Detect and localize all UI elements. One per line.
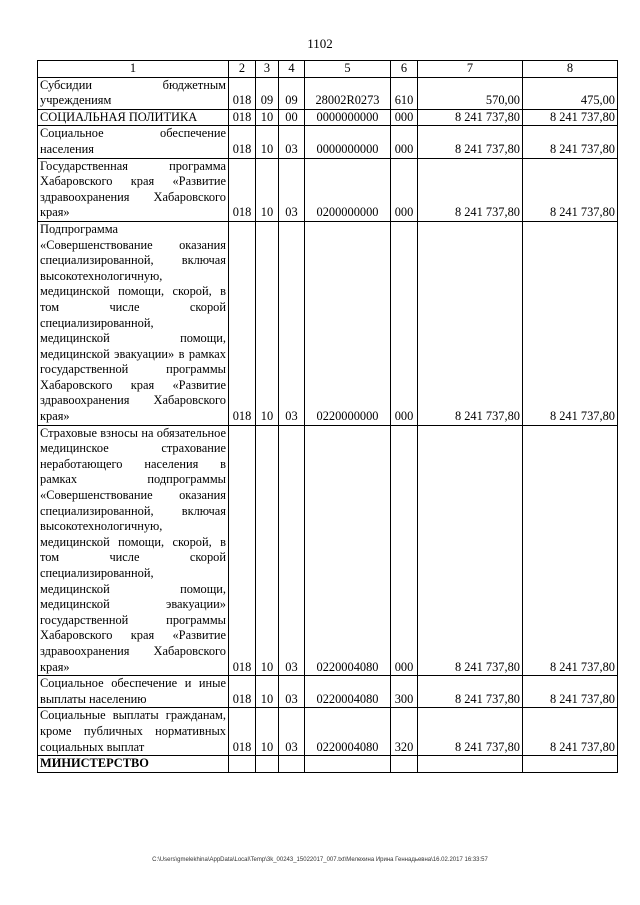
row-code-5: 0220004080 (305, 676, 391, 708)
row-code-6: 000 (391, 425, 418, 676)
row-code-5 (305, 756, 391, 773)
row-amount-7: 8 241 737,80 (418, 425, 523, 676)
row-code-2: 018 (229, 158, 256, 221)
row-name: Государственная программа Хабаровского края «Развитие здравоохранения Хабаровского края» (38, 158, 229, 221)
row-name: Страховые взносы на обязательное медицинское страхование неработающего населения в рамках подпрограммы «Совершенствование оказания специализированной, включая высокотехнологичную, медицинской помощи, скорой, в том числе скорой специализированной, медицинской помощи, медицинской эвакуации» государственной программы Хабаровского края «Развитие здравоохранения Хабаровского края» (38, 425, 229, 676)
row-code-3 (256, 756, 279, 773)
row-amount-8: 475,00 (523, 77, 618, 109)
row-name: СОЦИАЛЬНАЯ ПОЛИТИКА (38, 109, 229, 126)
column-header-5: 5 (305, 61, 391, 78)
row-name: МИНИСТЕРСТВО (38, 756, 229, 773)
column-header-7: 7 (418, 61, 523, 78)
row-code-3: 10 (256, 109, 279, 126)
row-amount-7: 8 241 737,80 (418, 109, 523, 126)
row-amount-7 (418, 756, 523, 773)
row-code-4 (279, 756, 305, 773)
row-code-3: 10 (256, 158, 279, 221)
row-amount-8: 8 241 737,80 (523, 708, 618, 756)
budget-table (37, 60, 618, 773)
row-code-2: 018 (229, 77, 256, 109)
row-code-4: 00 (279, 109, 305, 126)
row-code-5: 28002R0273 (305, 77, 391, 109)
table-row (38, 221, 618, 425)
row-amount-8: 8 241 737,80 (523, 109, 618, 126)
column-header-row (38, 61, 618, 78)
column-header-6: 6 (391, 61, 418, 78)
row-code-6: 000 (391, 158, 418, 221)
row-code-3: 09 (256, 77, 279, 109)
row-code-3: 10 (256, 425, 279, 676)
page-number: 1102 (307, 36, 333, 51)
row-code-4: 03 (279, 221, 305, 425)
table-row (38, 158, 618, 221)
row-code-6: 300 (391, 676, 418, 708)
table-row (38, 77, 618, 109)
row-code-2: 018 (229, 425, 256, 676)
row-code-6: 000 (391, 109, 418, 126)
row-amount-7: 8 241 737,80 (418, 158, 523, 221)
column-header-8: 8 (523, 61, 618, 78)
row-code-6: 320 (391, 708, 418, 756)
table-row (38, 425, 618, 676)
row-amount-7: 8 241 737,80 (418, 708, 523, 756)
table-row (38, 708, 618, 756)
row-code-6: 610 (391, 77, 418, 109)
row-code-3: 10 (256, 126, 279, 158)
table-row (38, 109, 618, 126)
row-name: Социальное обеспечение населения (38, 126, 229, 158)
row-name: Субсидии бюджетным учреждениям (38, 77, 229, 109)
row-code-2: 018 (229, 109, 256, 126)
row-code-2: 018 (229, 708, 256, 756)
row-code-2: 018 (229, 676, 256, 708)
row-amount-7: 570,00 (418, 77, 523, 109)
row-code-6: 000 (391, 221, 418, 425)
table-row (38, 756, 618, 773)
table-row (38, 126, 618, 158)
row-code-2: 018 (229, 221, 256, 425)
row-code-5: 0000000000 (305, 126, 391, 158)
row-amount-7: 8 241 737,80 (418, 676, 523, 708)
row-code-3: 10 (256, 676, 279, 708)
row-amount-8: 8 241 737,80 (523, 126, 618, 158)
row-amount-8: 8 241 737,80 (523, 676, 618, 708)
column-header-3: 3 (256, 61, 279, 78)
row-amount-8 (523, 756, 618, 773)
row-code-3: 10 (256, 708, 279, 756)
row-name: Подпрограмма «Совершенствование оказания специализированной, включая высокотехнологичную, медицинской помощи, скорой, в том числе скорой специализированной, медицинской помощи, медицинской эвакуации» в рамках государственной программы Хабаровского края «Развитие здравоохранения Хабаровского края» (38, 221, 229, 425)
row-code-4: 09 (279, 77, 305, 109)
row-code-2 (229, 756, 256, 773)
row-code-5: 0220004080 (305, 708, 391, 756)
row-code-4: 03 (279, 708, 305, 756)
row-amount-8: 8 241 737,80 (523, 158, 618, 221)
row-code-5: 0000000000 (305, 109, 391, 126)
row-code-4: 03 (279, 425, 305, 676)
row-code-5: 0220004080 (305, 425, 391, 676)
row-code-4: 03 (279, 126, 305, 158)
row-name: Социальные выплаты гражданам, кроме публичных нормативных социальных выплат (38, 708, 229, 756)
column-header-1: 1 (38, 61, 229, 78)
row-code-4: 03 (279, 676, 305, 708)
row-code-6: 000 (391, 126, 418, 158)
row-code-5: 0220000000 (305, 221, 391, 425)
row-code-4: 03 (279, 158, 305, 221)
row-name: Социальное обеспечение и иные выплаты населению (38, 676, 229, 708)
row-amount-7: 8 241 737,80 (418, 126, 523, 158)
row-code-5: 0200000000 (305, 158, 391, 221)
row-code-2: 018 (229, 126, 256, 158)
column-header-2: 2 (229, 61, 256, 78)
row-amount-7: 8 241 737,80 (418, 221, 523, 425)
row-code-6 (391, 756, 418, 773)
column-header-4: 4 (279, 61, 305, 78)
table-row (38, 676, 618, 708)
row-code-3: 10 (256, 221, 279, 425)
row-amount-8: 8 241 737,80 (523, 425, 618, 676)
file-path-footer: C:\Users\gmelekhina\AppData\Local\Temp\3k_00243_15022017_007.txt\Мелехина Ирина Геннадьевна\16.02.2017 16:33:57 (152, 857, 488, 863)
row-amount-8: 8 241 737,80 (523, 221, 618, 425)
